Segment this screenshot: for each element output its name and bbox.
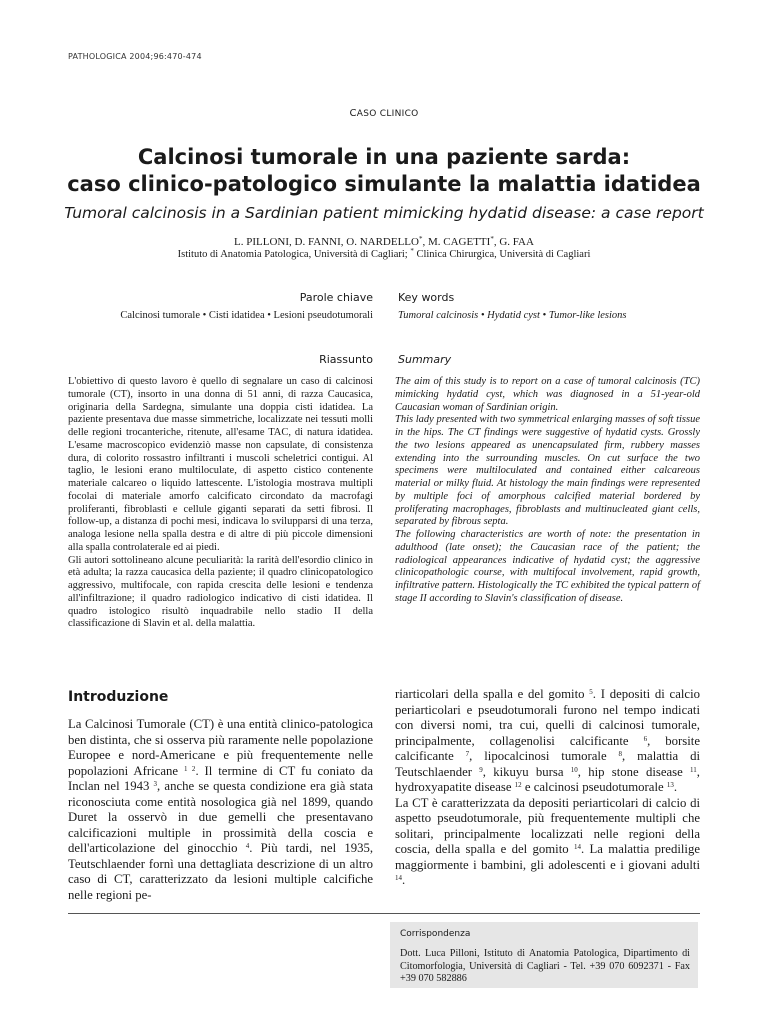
intro-column-left (68, 717, 373, 903)
citation-ref: 9 (479, 765, 483, 774)
abstract-it-paragraph-1: L'obiettivo di questo lavoro è quello di segnalare un caso di calcinosi tumorale (CT), insorto in una donna di 51 anni, di razza Caucasica, originaria della Sardegna, simulante una doppia cisti idatidea. La paziente presentava due masse simmetriche, localizzate nei tessuti molli delle regioni trocanteriche, ritenute, all'esame TAC, di natura idatidea. L'esame macroscopico evidenziò masse non capsulate, di consistenza dura, di colorito rossastro infiltranti i muscoli scheletrici contigui. Al taglio, le lesioni erano multiloculate, di aspetto cistico contenente materiale calcareo o liquido lattescente. L'istologia mostrava multipli focolai di materiale amorfo calcificato circondato da macrofagi proliferanti, fibroblasti e cellule giganti separati da setti fibrosi. Il follow-up, a distanza di pochi mesi, indicava lo svilupparsi di una terza, analoga lesione nella spalla destra e di altre di più piccole dimensioni alla spalla controlaterale ed ai piedi. (68, 376, 373, 553)
intro-column-right (395, 687, 700, 889)
citation-ref: 4 (245, 842, 250, 850)
intro-text: , hip stone disease (577, 764, 691, 779)
section-label-rest: ASO CLINICO (356, 109, 419, 119)
author-affiliation-mark-1: * (418, 235, 423, 243)
affiliations (0, 249, 768, 260)
abstract-it-paragraph-2: Gli autori sottolineano alcune peculiarità: la rarità dell'esordio clinico in età adulta; la razza caucasica della paziente; il quadro clinicopatologico aggressivo, multifocale, con rapida crescita delle lesioni e tendenza all'infiltrazione; il quadro radiologico indicativo di cisti idatidea. Il quadro istologico risultò inquadrabile nello stadio II della classificazione di Slavin et al. della malattia. (68, 554, 373, 630)
citation-ref: 3 (153, 780, 158, 788)
intro-paragraph-1-continued (395, 687, 700, 796)
author-affiliation-mark-2: * (490, 235, 494, 243)
abstract-en-paragraph-3: The following characteristics are worth of note: the presentation in adulthood (late onset); the Caucasian race of the patient; the radiological appearances indicative of hydatid cyst; the aggressive clinicopathologic course, with multifocal involvement, rapid growth, infiltrative pattern. Histologically the TC exhibited the typical pattern of stage II according to Slavin's classification of disease. (395, 529, 700, 604)
article-title (0, 144, 768, 198)
affiliation-2: Clinica Chirurgica, Università di Cagliari (413, 249, 591, 260)
correspondence-title: Corrispondenza (400, 929, 471, 939)
intro-text: . (402, 873, 406, 887)
keywords-en-text: Tumoral calcinosis • Hydatid cyst • Tumor-like lesions (398, 310, 627, 321)
abstract-en (395, 376, 700, 606)
title-line-2: caso clinico-patologico simulante la malattia idatidea (67, 172, 701, 196)
citation-ref: 8 (618, 750, 623, 758)
journal-reference: PATHOLOGICA 2004;96:470-474 (68, 52, 202, 61)
citation-ref: 13 (666, 781, 674, 789)
footer-divider (68, 913, 700, 914)
citation-ref: 14 (573, 843, 581, 851)
intro-paragraph-1 (68, 717, 373, 903)
author-text-2: , M. CAGETTI (422, 236, 491, 248)
intro-text: , lipocalcinosi tumorale (469, 749, 619, 763)
section-heading-introduction: Introduzione (68, 689, 169, 705)
intro-text: La CT è caratterizzata da depositi periarticolari di calcio di aspetto pseudotumorale, più frequentemente multipli che solitari, principalmente localizzati nelle regioni della coscia, della spalla e del gomito (395, 795, 700, 856)
author-list (0, 236, 768, 248)
abstract-en-paragraph-1: The aim of this study is to report on a case of tumoral calcinosis (TC) mimicking hydatid cyst, which was diagnosed in a 51-year-old Caucasian woman of Sardinian origin. (395, 376, 700, 413)
intro-text: , anche se questa condizione era già stata riconosciuta come entità nosologica già nel 1899, quando Duret la osservò in due gemelli che presentavano calcificazioni multiple in prossimità della coscia e dell'articolazione del ginocchio (68, 779, 373, 855)
citation-ref: 7 (465, 750, 470, 758)
intro-text: . La malattia predilige maggiormente i bambini, gli adolescenti e i giovani adulti (395, 842, 700, 872)
intro-text: . I depositi di calcio periarticolari e pseudotumorali furono nel tempo indicati con diversi nomi, tra cui, quelli di calcinosi tumorale, principalmente, collagenolisi calcificante (395, 687, 700, 748)
english-title: Tumoral calcinosis in a Sardinian patient mimicking hydatid disease: a case report (64, 204, 704, 222)
section-label-initial: C (349, 108, 357, 119)
intro-text: , kikuyu bursa (482, 764, 571, 779)
intro-text: riarticolari della spalla e del gomito (395, 687, 590, 701)
citation-ref: 12 (514, 781, 522, 789)
abstract-it (68, 376, 373, 631)
citation-ref: 14 (395, 874, 402, 882)
intro-text: La Calcinosi Tumorale (CT) è una entità clinico-patologica ben distinta, che si osserva più raramente nelle popolazione Europee e nord-Americane e più frequentemente nelle popolazioni Africane (68, 717, 373, 778)
citation-ref: 6 (643, 734, 648, 743)
title-line-1: Calcinosi tumorale in una paziente sarda: (137, 145, 631, 169)
intro-text: . Più tardi, nel 1935, Teutschlaender fornì una dettagliata descrizione di un altro caso di CT, caratterizzato da lesioni multiple calcifiche nelle regioni pe- (68, 841, 374, 902)
intro-text: , borsite calcificante (395, 733, 700, 763)
citation-ref: 10 (570, 765, 578, 774)
intro-paragraph-2 (395, 796, 700, 889)
keywords-it-text: Calcinosi tumorale • Cisti idatidea • Lesioni pseudotumorali (120, 310, 373, 321)
affiliation-mark: * (410, 247, 414, 255)
keywords-it-label: Parole chiave (299, 291, 373, 304)
abstract-it-label: Riassunto (319, 353, 373, 366)
keywords-en-label: Key words (398, 291, 455, 304)
citation-ref: 11 (690, 765, 697, 774)
affiliation-1: Istituto di Anatomia Patologica, Università di Cagliari; (177, 249, 411, 260)
abstract-en-paragraph-2: This lady presented with two symmetrical enlarging masses of soft tissue in the hips. The CT findings were suggestive of hydatid cysts. Grossly the two lesions appeared as unencapsulated firm, rubbery masses extending into the surrounding muscles. On cut surface the two specimens were multiloculated and contained either calcareous material or milky fluid. At histology the main findings were represented by multiple foci of amorphous calcified material bordered by proliferating macrophages, fibroblasts and multinucleated giant cells, separated by fibrous septa. (395, 414, 700, 528)
intro-text: , hydroxyapatite disease (395, 764, 700, 794)
author-text-3: , G. FAA (493, 236, 534, 248)
intro-text: , malattia di Teutschlaender (395, 749, 701, 779)
correspondence-text: Dott. Luca Pilloni, Istituto di Anatomia Patologica, Dipartimento di Citomorfologia, Università di Cagliari - Tel. +39 070 6092371 - Fax +39 070 582886 (400, 948, 690, 984)
intro-text: . Il termine di CT fu coniato da Inclan nel 1943 (68, 763, 373, 793)
citation-ref: 5 (589, 688, 593, 696)
intro-text: . (673, 780, 678, 794)
intro-text: e calcinosi pseudotumorale (521, 780, 667, 794)
citation-ref: 1 2 (183, 764, 196, 773)
author-text-1: L. PILLONI, D. FANNI, O. NARDELLO (234, 236, 419, 248)
section-label (0, 108, 768, 119)
abstract-en-label: Summary (398, 353, 452, 366)
